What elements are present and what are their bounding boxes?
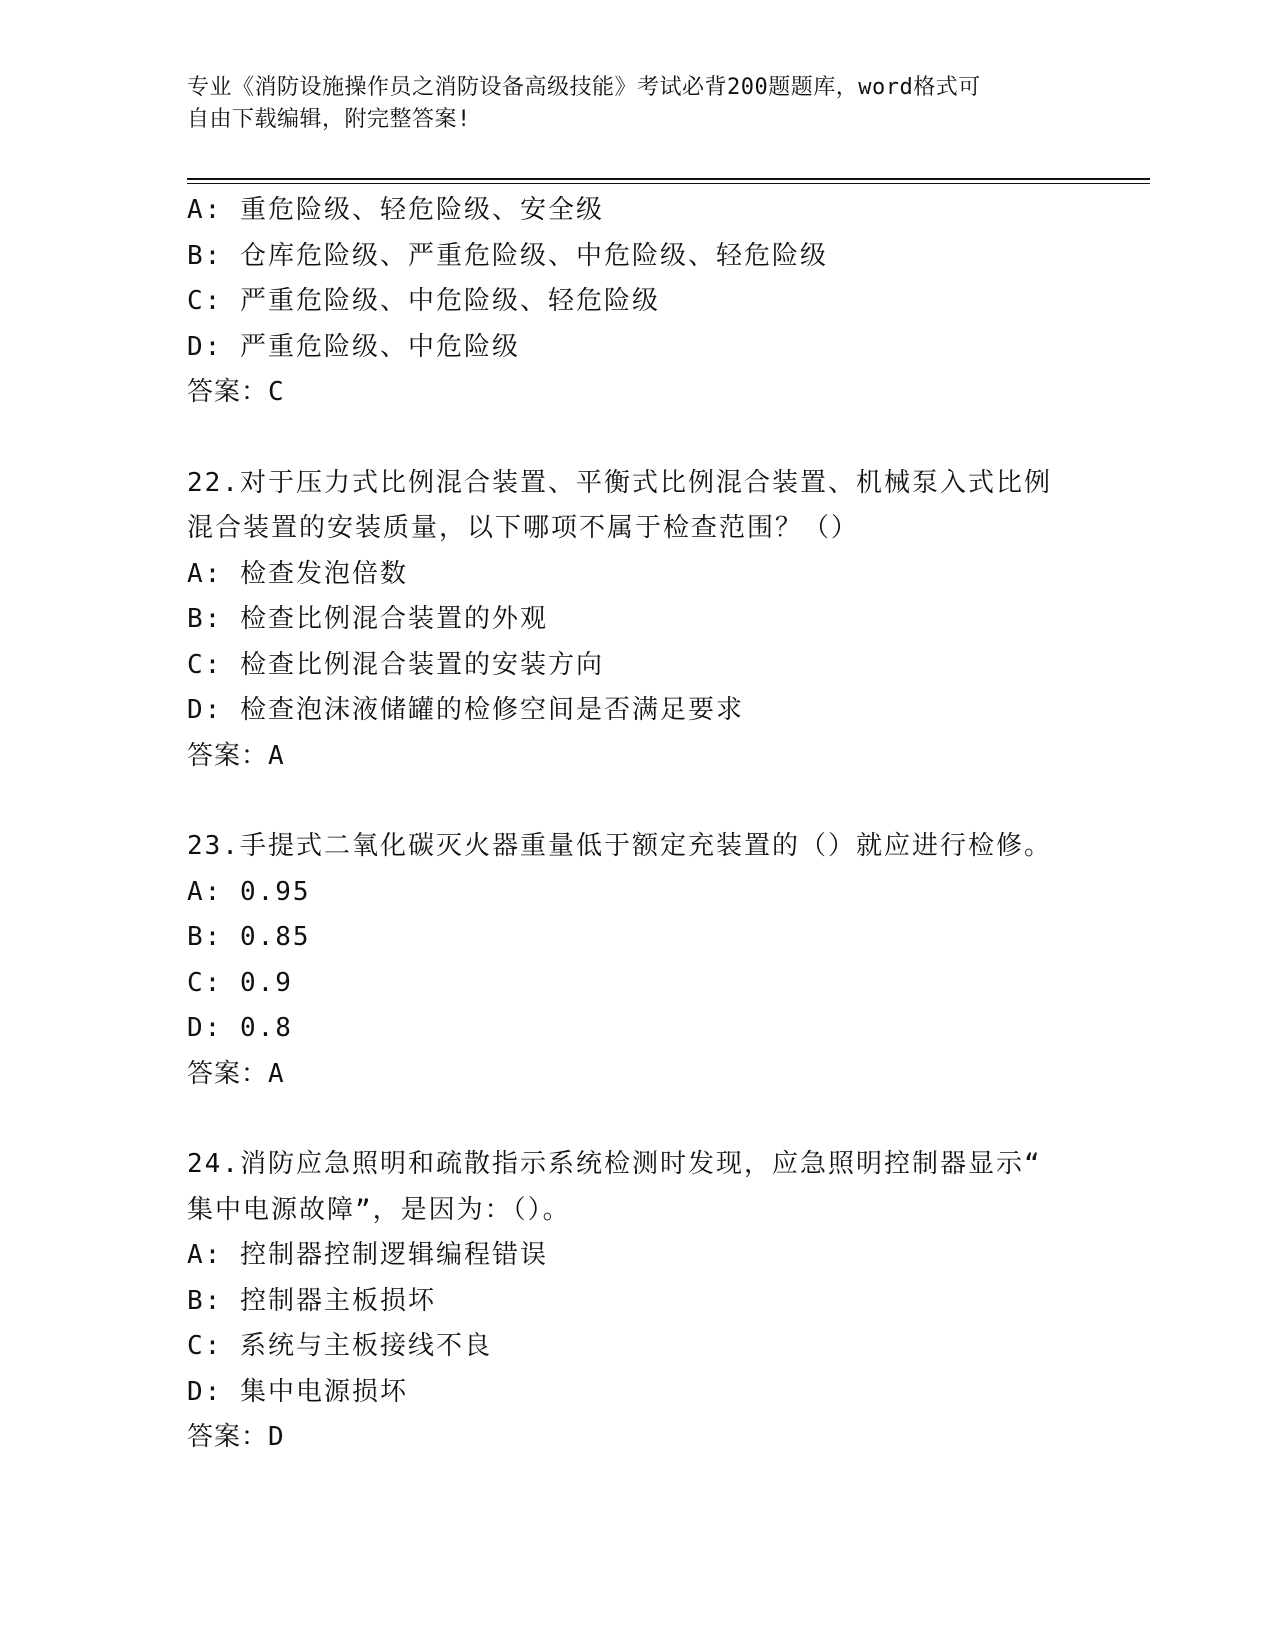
- header-line-1: 专业《消防设施操作员之消防设备高级技能》考试必背200题题库，word格式可: [187, 75, 981, 100]
- question-text-line-2: 集中电源故障”，是因为：（）。: [187, 1194, 571, 1225]
- option-d: D: 0.8: [187, 1013, 293, 1043]
- option-b: B: 控制器主板损坏: [187, 1285, 436, 1316]
- option-a: A: 0.95: [187, 876, 311, 907]
- option-a: A: 控制器控制逻辑编程错误: [187, 1240, 548, 1270]
- answer: 答案：D: [187, 1422, 285, 1452]
- option-c: C: 严重危险级、中危险级、轻危险级: [187, 286, 660, 316]
- option-c: C: 0.9: [187, 967, 293, 998]
- question-block-22: [187, 461, 1087, 780]
- answer: 答案：A: [187, 1058, 285, 1089]
- question-text-line-1: 22.对于压力式比例混合装置、平衡式比例混合装置、机械泵入式比例: [187, 467, 1052, 498]
- answer: 答案：C: [187, 377, 285, 407]
- option-b: B: 0.85: [187, 922, 311, 952]
- option-d: D: 检查泡沫液储罐的检修空间是否满足要求: [187, 695, 744, 725]
- option-a: A: 检查发泡倍数: [187, 558, 408, 589]
- question-block-21: [187, 188, 1087, 416]
- option-c: C: 检查比例混合装置的安装方向: [187, 649, 604, 680]
- option-b: B: 检查比例混合装置的外观: [187, 604, 548, 634]
- option-d: D: 集中电源损坏: [187, 1376, 408, 1407]
- question-block-24: [187, 1142, 1087, 1461]
- question-text-line-1: 23.手提式二氧化碳灭火器重量低于额定充装置的（）就应进行检修。: [187, 831, 1052, 861]
- document-header: [187, 72, 1067, 136]
- question-block-23: [187, 824, 1087, 1097]
- header-divider-thin: [187, 183, 1150, 184]
- option-d: D: 严重危险级、中危险级: [187, 331, 520, 362]
- question-list: [187, 188, 1087, 1461]
- option-c: C: 系统与主板接线不良: [187, 1331, 492, 1361]
- header-divider-thick: [187, 178, 1150, 180]
- question-text-line-2: 混合装置的安装质量，以下哪项不属于检查范围？（）: [187, 513, 860, 543]
- header-line-2: 自由下载编辑，附完整答案!: [187, 107, 471, 132]
- answer: 答案：A: [187, 740, 285, 771]
- option-a: A: 重危险级、轻危险级、安全级: [187, 195, 604, 225]
- question-text-line-1: 24.消防应急照明和疏散指示系统检测时发现，应急照明控制器显示“: [187, 1149, 1042, 1179]
- option-b: B: 仓库危险级、严重危险级、中危险级、轻危险级: [187, 240, 828, 271]
